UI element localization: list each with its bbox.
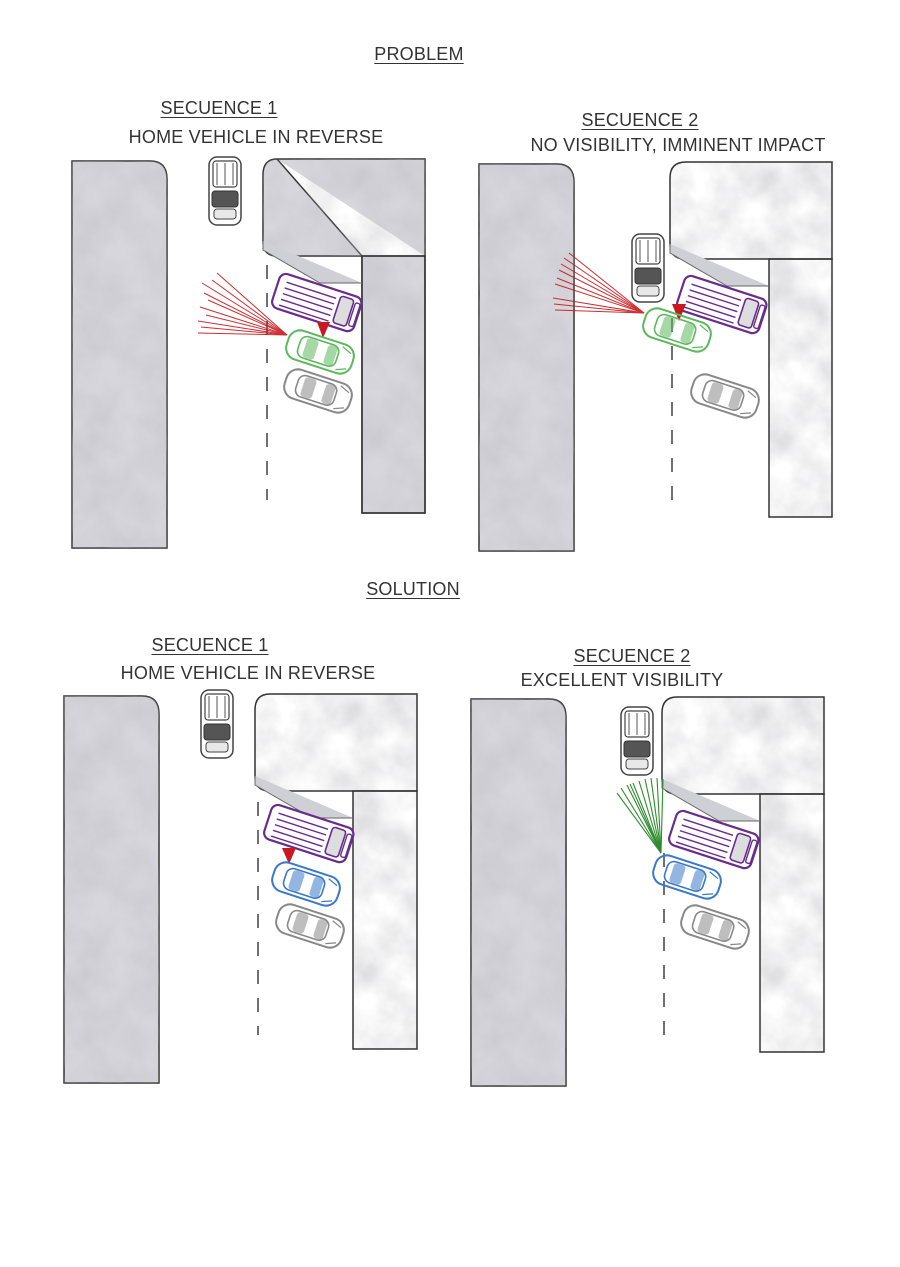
pickup-truck — [209, 157, 241, 225]
pickup-truck — [201, 690, 233, 758]
problem-seq2-subtitle: NO VISIBILITY, IMMINENT IMPACT — [530, 135, 826, 155]
solution-seq2-scene — [471, 693, 831, 1088]
problem-seq1-scene — [72, 155, 432, 550]
parked-car — [678, 902, 752, 952]
problem-seq2-title: SECUENCE 2 — [581, 110, 699, 130]
solution-seq1-scene — [64, 690, 424, 1085]
pickup-truck — [632, 234, 664, 302]
problem-heading: PROBLEM — [374, 44, 464, 64]
solution-seq1-title: SECUENCE 1 — [151, 635, 269, 655]
home-vehicle — [269, 859, 343, 909]
parked-car — [273, 901, 347, 951]
solution-seq2-title: SECUENCE 2 — [573, 646, 691, 666]
building-block — [670, 162, 832, 517]
problem-seq2-scene — [479, 158, 839, 553]
sidewalk-left — [72, 161, 167, 548]
solution-seq1-subtitle: HOME VEHICLE IN REVERSE — [120, 663, 376, 683]
home-vehicle — [650, 852, 724, 902]
sidewalk-left — [64, 696, 159, 1083]
sidewalk-left — [471, 699, 566, 1086]
solution-heading: SOLUTION — [366, 579, 460, 599]
problem-seq1-subtitle: HOME VEHICLE IN REVERSE — [128, 127, 384, 147]
problem-seq1-title: SECUENCE 1 — [160, 98, 278, 118]
building-block — [263, 159, 425, 513]
solution-seq2-subtitle: EXCELLENT VISIBILITY — [520, 670, 724, 690]
sidewalk-left — [479, 164, 574, 551]
building-block — [255, 694, 417, 1049]
visibility-cone — [617, 778, 663, 853]
pickup-truck — [621, 707, 653, 775]
parked-car — [688, 371, 762, 421]
building-block — [662, 697, 824, 1052]
